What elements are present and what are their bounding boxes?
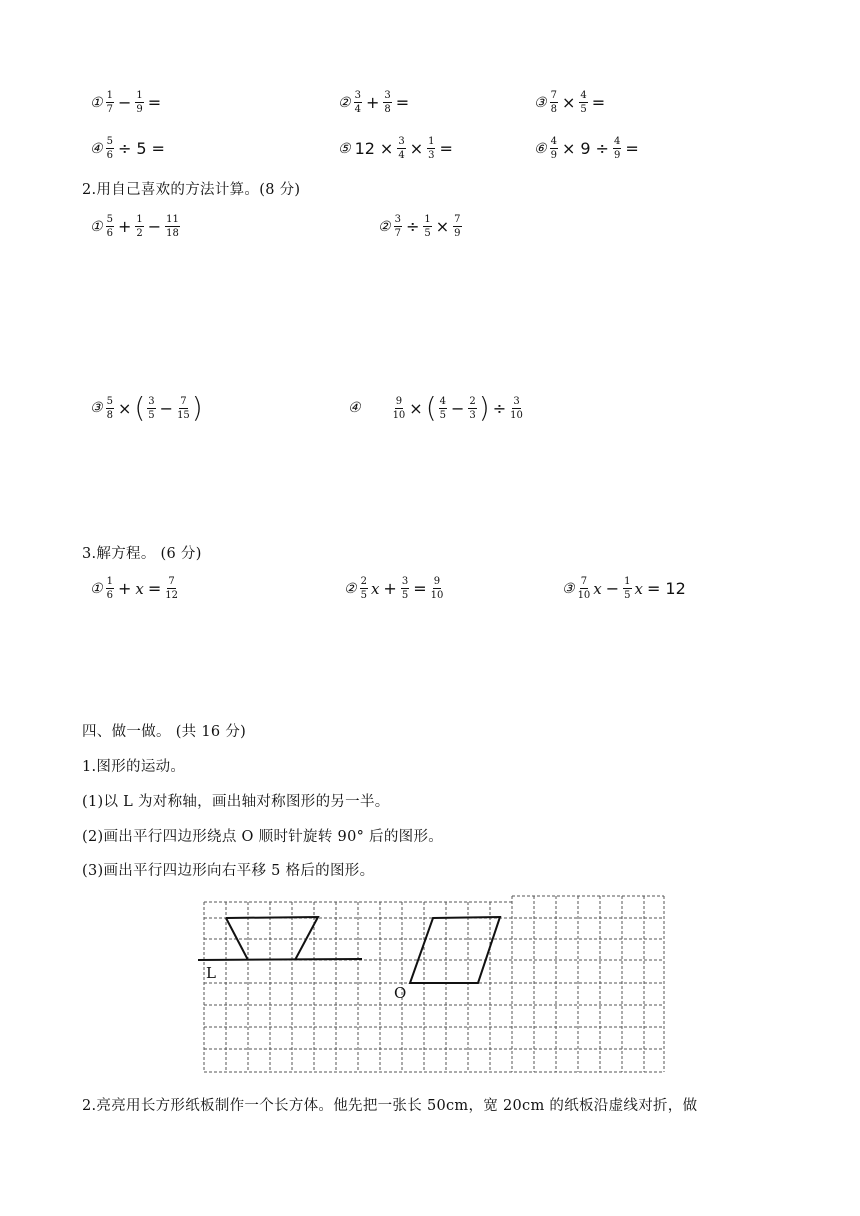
fraction: $\frac{3}{4}$ (354, 90, 361, 115)
section3-title: 3.解方程。 (6 分) (82, 546, 202, 562)
fraction: $\frac{9}{10}$ (430, 576, 444, 601)
calc-problem-2: ② $\frac{3}{4}$ + $\frac{3}{8}$ = (338, 90, 410, 115)
fraction: $\frac{7}{15}$ (177, 395, 190, 421)
question2-text: 2.亮亮用长方形纸板制作一个长方体。他先把一张长 50cm，宽 20cm 的纸板沿虚线对折，做 (82, 1098, 698, 1114)
fraction: $\frac{9}{10}$ (392, 395, 406, 421)
fraction: $\frac{4}{5}$ (580, 90, 587, 115)
point-label-O: O (394, 984, 407, 1002)
fraction: $\frac{5}{6}$ (106, 214, 113, 239)
fraction: $\frac{3}{10}$ (510, 395, 523, 421)
fraction: $\frac{4}{9}$ (550, 136, 557, 161)
fraction: $\frac{1}{5}$ (624, 576, 631, 601)
equation-2: ② $\frac{2}{5}$ x + $\frac{3}{5}$ = $\frac{9}{10}$ (344, 576, 444, 601)
calc-problem-5: ⑤ 12 × $\frac{3}{4}$ × $\frac{1}{3}$ = (338, 136, 453, 161)
fraction: $\frac{5}{6}$ (106, 136, 113, 161)
question1-part3: (3)画出平行四边形向右平移 5 格后的图形。 (82, 863, 375, 879)
fraction: $\frac{7}{8}$ (550, 90, 557, 115)
calc-problem-6: ⑥ $\frac{4}{9}$ × 9 ÷ $\frac{4}{9}$ = (534, 136, 639, 161)
fraction: $\frac{3}{4}$ (398, 136, 405, 161)
section4-title: 四、做一做。 (共 16 分) (82, 724, 247, 740)
fraction: $\frac{3}{5}$ (148, 395, 155, 421)
fraction: $\frac{5}{8}$ (106, 395, 113, 421)
calc2-problem-3: ③ $\frac{5}{8}$ × ( $\frac{3}{5}$ − $\frac{7}{15}$ ) (90, 391, 203, 424)
fraction: $\frac{11}{18}$ (166, 214, 179, 239)
equation-3: ③ $\frac{7}{10}$ x − $\frac{1}{5}$ x = 12 (562, 576, 686, 601)
fraction: $\frac{3}{7}$ (394, 214, 401, 239)
calc-problem-1: ① $\frac{1}{7}$ − $\frac{1}{9}$ = (90, 90, 162, 115)
axis-label-L: L (206, 964, 216, 982)
fraction: $\frac{4}{5}$ (439, 395, 447, 421)
grid-figure (198, 892, 668, 1076)
fraction: $\frac{1}{5}$ (424, 214, 431, 239)
fraction: $\frac{3}{8}$ (384, 90, 391, 115)
fraction: $\frac{1}{6}$ (106, 576, 113, 601)
question1-part1: (1)以 L 为对称轴，画出轴对称图形的另一半。 (82, 794, 390, 810)
section2-title: 2.用自己喜欢的方法计算。(8 分) (82, 182, 301, 198)
fraction: $\frac{7}{9}$ (454, 214, 461, 239)
calc2-problem-2: ② $\frac{3}{7}$ ÷ $\frac{1}{5}$ × $\frac{7}{9}$ (378, 214, 461, 239)
calc2-problem-4: ④ $\frac{9}{10}$ × ( $\frac{4}{5}$ − $\frac{2}{3}$ ) ÷ $\frac{3}{10}$ (348, 391, 523, 424)
fraction: $\frac{1}{3}$ (428, 136, 435, 161)
fraction: $\frac{1}{9}$ (136, 90, 143, 115)
question1-part2: (2)画出平行四边形绕点 O 顺时针旋转 90° 后的图形。 (82, 829, 444, 845)
fraction: $\frac{2}{3}$ (469, 395, 476, 421)
equation-1: ① $\frac{1}{6}$ + x = $\frac{7}{12}$ (90, 576, 178, 601)
calc-problem-4: ④ $\frac{5}{6}$ ÷ 5 = (90, 136, 165, 161)
fraction: $\frac{1}{7}$ (106, 90, 113, 115)
calc2-problem-1: ① $\frac{5}{6}$ + $\frac{1}{2}$ − $\frac{11}{18}$ (90, 214, 179, 239)
transformation-grid (198, 892, 668, 1076)
fraction: $\frac{2}{5}$ (360, 576, 367, 601)
calc-problem-3: ③ $\frac{7}{8}$ × $\frac{4}{5}$ = (534, 90, 606, 115)
fraction: $\frac{7}{12}$ (165, 576, 178, 601)
fraction: $\frac{7}{10}$ (577, 576, 591, 601)
fraction: $\frac{4}{9}$ (613, 136, 621, 161)
question1-title: 1.图形的运动。 (82, 759, 186, 775)
fraction: $\frac{1}{2}$ (136, 214, 143, 239)
symmetry-axis-line (198, 959, 362, 960)
fraction: $\frac{3}{5}$ (401, 576, 409, 601)
